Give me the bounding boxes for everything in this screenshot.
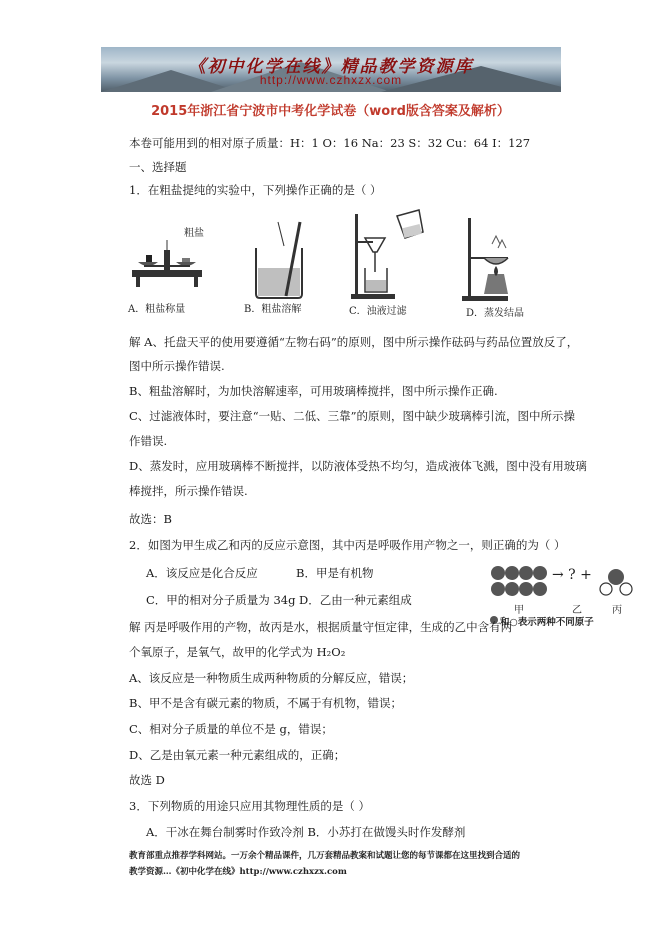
fig-label-salt: 粗盐 [184, 228, 204, 239]
q2-analysis-line: D、乙是由氧元素一种元素组成的，正确； [129, 748, 346, 762]
filtration-icon [345, 208, 431, 314]
q1-answer: 故选：B [129, 512, 172, 526]
q2-analysis-line: C、相对分子质量的单位不是 g，错误； [129, 722, 333, 736]
evaporation-icon [458, 214, 538, 314]
q3-options: A．干冰在舞台制雾时作致冷剂 B．小苏打在做馒头时作发酵剂 [146, 825, 466, 839]
label-yi: 乙 [572, 605, 582, 616]
question-2-stem: 2．如图为甲生成乙和丙的反应示意图，其中丙是呼吸作用产物之一，则正确的为（ ） [129, 538, 566, 552]
atomic-masses: 本卷可能用到的相对原子质量：H：1 O：16 Na：23 S：32 Cu：64 I：127 [129, 136, 531, 150]
question-1-stem: 1．在粗盐提纯的实验中，下列操作正确的是（ ） [129, 183, 382, 197]
page-title: 2015年浙江省宁波市中考化学试卷（word版含答案及解析） [151, 104, 510, 119]
figure-balance [126, 222, 208, 315]
q1-analysis-line: 作错误. [129, 434, 168, 448]
label-jia: 甲 [514, 605, 524, 616]
option-d-caption: D．蒸发结晶 [466, 308, 525, 319]
banner-url[interactable]: http://www.czhxzx.com [259, 73, 403, 87]
q2-answer: 故选 D [129, 773, 165, 787]
q2-analysis-line: A、该反应是一种物质生成两种物质的分解反应，错误； [129, 671, 414, 685]
q1-analysis-line: 棒搅拌，所示操作错误. [129, 484, 248, 498]
q2-option-d: D．乙由一种元素组成 [299, 593, 412, 607]
figure-evaporation [458, 214, 538, 319]
label-bing: 丙 [612, 605, 622, 616]
q1-analysis-line: 图中所示操作错误. [129, 359, 225, 373]
beaker-icon [238, 218, 318, 312]
option-b-caption: B．粗盐溶解 [244, 304, 302, 315]
q2-analysis-line: 个氧原子，是氧气，故甲的化学式为 H₂O₂ [129, 645, 346, 659]
q2-analysis-line: 解 丙是呼吸作用的产物，故丙是水，根据质量守恒定律，生成的乙中含有两 [129, 620, 513, 634]
q1-analysis-line: C、过滤液体时，要注意“一贴、二低、三靠”的原则，图中缺少玻璃棒引流，图中所示操 [129, 409, 576, 423]
q2-option-a: A．该反应是化合反应 [146, 566, 258, 580]
q1-analysis-line: B、粗盐溶解时，为加快溶解速率，可用玻璃棒搅拌，图中所示操作正确. [129, 384, 498, 398]
figure-beaker [238, 218, 318, 315]
q2-option-c: C．甲的相对分子质量为 34g [146, 593, 296, 607]
option-a-caption: A．粗盐称量 [128, 304, 186, 315]
q1-analysis-line: 解 A、托盘天平的使用要遵循“左物右码”的原则，图中所示操作砝码与药品位置放反了， [129, 335, 579, 349]
footer-line-1: 教育部重点推荐学科网站。一万余个精品课件，几万套精品教案和试题让您的每节课都在这里找到合适的 [129, 851, 521, 861]
q2-option-b: B．甲是有机物 [296, 566, 374, 580]
header-banner [101, 47, 561, 92]
legend-text: 和○表示两种不同原子 [500, 617, 594, 628]
q1-analysis-line: D、蒸发时，应用玻璃棒不断搅拌，以防液体受热不均匀，造成液体飞溅，图中没有用玻璃 [129, 459, 587, 473]
footer-line-2[interactable]: 教学资源…《初中化学在线》http://www.czhxzx.com [129, 867, 347, 877]
section-heading: 一、选择题 [129, 160, 187, 174]
option-c-caption: C．浊液过滤 [349, 306, 407, 317]
question-3-stem: 3．下列物质的用途只应用其物理性质的是（ ） [129, 799, 370, 813]
reaction-arrow-text: → ? + [552, 567, 592, 583]
banner-title: 《初中化学在线》精品教学资源库 [188, 57, 474, 77]
q2-analysis-line: B、甲不是含有碳元素的物质，不属于有机物，错误； [129, 696, 402, 710]
figure-filtration [345, 208, 431, 317]
